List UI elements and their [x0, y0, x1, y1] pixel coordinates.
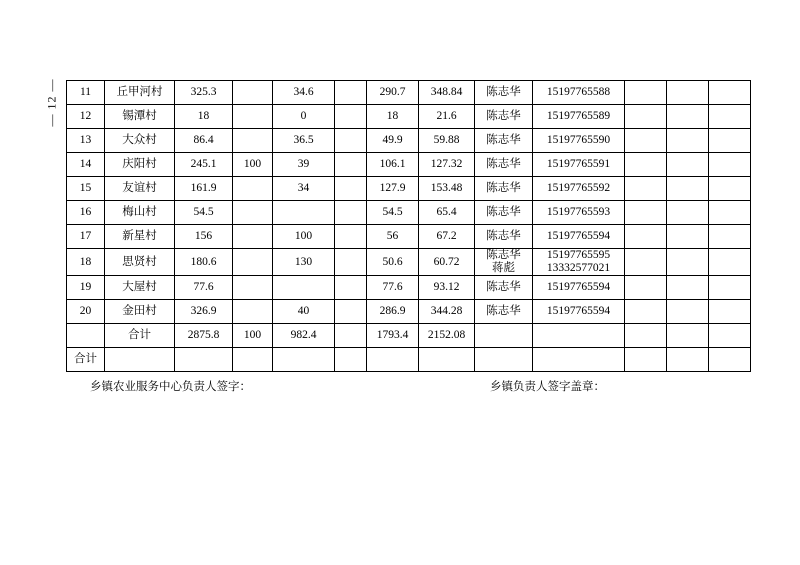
- table-cell-idx: 19: [67, 276, 105, 300]
- table-cell-c13: [709, 276, 751, 300]
- table-cell-c8: 60.72: [419, 249, 475, 276]
- table-cell-c13: [709, 153, 751, 177]
- table-cell-c11: [625, 300, 667, 324]
- table-cell-c13: [709, 81, 751, 105]
- table-cell-village: 大屋村: [105, 276, 175, 300]
- table-cell-c7: 286.9: [367, 300, 419, 324]
- table-cell-village: 庆阳村: [105, 153, 175, 177]
- table-cell-c3: 180.6: [175, 249, 233, 276]
- table-row: [67, 324, 751, 348]
- table-cell-c6: [335, 177, 367, 201]
- table-cell-c6: [335, 81, 367, 105]
- table-cell-idx: 11: [67, 81, 105, 105]
- table-cell-c9: 陈志华: [475, 225, 533, 249]
- table-row: [67, 177, 751, 201]
- village-subsidy-table: [66, 80, 751, 372]
- table-cell-c5: 0: [273, 105, 335, 129]
- table-row: [67, 249, 751, 276]
- table-row: [67, 81, 751, 105]
- table-cell-c5: 130: [273, 249, 335, 276]
- table-cell-c4: [233, 177, 273, 201]
- table-cell-c12: [667, 300, 709, 324]
- table-cell-c12: [667, 249, 709, 276]
- table-cell-c7: 77.6: [367, 276, 419, 300]
- table-cell-village: 丘甲河村: [105, 81, 175, 105]
- table-row: [67, 300, 751, 324]
- table-cell-c3: 18: [175, 105, 233, 129]
- table-cell-c6: [335, 276, 367, 300]
- table-cell-c8: 348.84: [419, 81, 475, 105]
- table-cell-idx: 17: [67, 225, 105, 249]
- table-cell-village: 友谊村: [105, 177, 175, 201]
- table-cell-c7: [367, 348, 419, 372]
- table-cell-c3: 156: [175, 225, 233, 249]
- table-cell-c3: 54.5: [175, 201, 233, 225]
- table-cell-c9: 陈志华: [475, 276, 533, 300]
- table-cell-c3: 2875.8: [175, 324, 233, 348]
- table-row: [67, 105, 751, 129]
- table-cell-c11: [625, 129, 667, 153]
- table-cell-c4: [233, 300, 273, 324]
- table-cell-idx: 14: [67, 153, 105, 177]
- table-cell-village: 新星村: [105, 225, 175, 249]
- table-cell-c13: [709, 129, 751, 153]
- table-cell-c12: [667, 153, 709, 177]
- table-cell-c5: 39: [273, 153, 335, 177]
- table-cell-c6: [335, 201, 367, 225]
- table-cell-c11: [625, 249, 667, 276]
- table-cell-c9: 陈志华: [475, 300, 533, 324]
- table-cell-idx: 15: [67, 177, 105, 201]
- table-cell-village: 金田村: [105, 300, 175, 324]
- table-cell-c3: 326.9: [175, 300, 233, 324]
- table-cell-c7: 56: [367, 225, 419, 249]
- table-cell-c4: [233, 105, 273, 129]
- table-cell-c13: [709, 225, 751, 249]
- table-cell-c13: [709, 348, 751, 372]
- table-cell-c11: [625, 81, 667, 105]
- table-cell-c6: [335, 225, 367, 249]
- table-cell-c12: [667, 348, 709, 372]
- table-cell-village: 大众村: [105, 129, 175, 153]
- table-cell-c13: [709, 177, 751, 201]
- table-cell-c11: [625, 177, 667, 201]
- table-cell-c11: [625, 276, 667, 300]
- table-cell-c10: 15197765594: [533, 276, 625, 300]
- table-cell-c10: [533, 324, 625, 348]
- table-cell-c9: [475, 324, 533, 348]
- table-cell-c5: [273, 201, 335, 225]
- table-cell-c10: 15197765595 13332577021: [533, 249, 625, 276]
- table-cell-c7: 54.5: [367, 201, 419, 225]
- table-cell-village: 锡潭村: [105, 105, 175, 129]
- table-cell-c8: 153.48: [419, 177, 475, 201]
- table-cell-c5: 982.4: [273, 324, 335, 348]
- table-cell-c6: [335, 324, 367, 348]
- table-cell-c10: [533, 348, 625, 372]
- table-cell-c6: [335, 348, 367, 372]
- table-row: [67, 348, 751, 372]
- table-cell-c12: [667, 81, 709, 105]
- table-cell-c8: 65.4: [419, 201, 475, 225]
- table-cell-c10: 15197765588: [533, 81, 625, 105]
- table-cell-c4: [233, 129, 273, 153]
- table-cell-c6: [335, 249, 367, 276]
- table-row: [67, 153, 751, 177]
- signature-agri-center: 乡镇农业服务中心负责人签字：: [90, 381, 251, 393]
- table-cell-c11: [625, 324, 667, 348]
- table-cell-c6: [335, 105, 367, 129]
- table-row: [67, 225, 751, 249]
- table-cell-c6: [335, 153, 367, 177]
- table-cell-c8: 2152.08: [419, 324, 475, 348]
- table-cell-c11: [625, 348, 667, 372]
- table-cell-c5: 34: [273, 177, 335, 201]
- table-cell-c12: [667, 129, 709, 153]
- table-cell-idx: 12: [67, 105, 105, 129]
- table-cell-c13: [709, 201, 751, 225]
- table-cell-c7: 18: [367, 105, 419, 129]
- table-cell-c4: [233, 276, 273, 300]
- table-cell-c9: 陈志华: [475, 129, 533, 153]
- table-cell-c8: [419, 348, 475, 372]
- table-cell-c10: 15197765594: [533, 225, 625, 249]
- table-cell-c9: 陈志华: [475, 153, 533, 177]
- table-cell-c7: 127.9: [367, 177, 419, 201]
- table-cell-c7: 49.9: [367, 129, 419, 153]
- table-cell-idx: 合计: [67, 348, 105, 372]
- table-cell-c9: 陈志华: [475, 201, 533, 225]
- table-cell-c5: [273, 348, 335, 372]
- table-cell-c11: [625, 105, 667, 129]
- table-cell-idx: 13: [67, 129, 105, 153]
- table-cell-c7: 50.6: [367, 249, 419, 276]
- table-cell-c3: 77.6: [175, 276, 233, 300]
- table-cell-c5: 36.5: [273, 129, 335, 153]
- table-cell-village: 思贤村: [105, 249, 175, 276]
- table-cell-c13: [709, 105, 751, 129]
- table-cell-c3: 161.9: [175, 177, 233, 201]
- table-row: [67, 129, 751, 153]
- table-cell-c12: [667, 105, 709, 129]
- table-cell-c4: [233, 249, 273, 276]
- table-cell-c10: 15197765593: [533, 201, 625, 225]
- table-cell-c10: 15197765591: [533, 153, 625, 177]
- table-cell-c3: 86.4: [175, 129, 233, 153]
- table-cell-c12: [667, 276, 709, 300]
- table-cell-idx: 16: [67, 201, 105, 225]
- table-cell-c3: 245.1: [175, 153, 233, 177]
- table-cell-c7: 290.7: [367, 81, 419, 105]
- table-cell-idx: 20: [67, 300, 105, 324]
- table-cell-c9: 陈志华: [475, 177, 533, 201]
- table-cell-c12: [667, 324, 709, 348]
- table-cell-c7: 106.1: [367, 153, 419, 177]
- table-cell-c10: 15197765594: [533, 300, 625, 324]
- table-cell-c9: 陈志华 蒋彪: [475, 249, 533, 276]
- table-cell-c8: 67.2: [419, 225, 475, 249]
- table-cell-c8: 21.6: [419, 105, 475, 129]
- table-cell-c4: [233, 348, 273, 372]
- table-cell-c13: [709, 324, 751, 348]
- signature-township-head: 乡镇负责人签字盖章：: [490, 381, 605, 393]
- table-cell-c7: 1793.4: [367, 324, 419, 348]
- table-cell-c8: 59.88: [419, 129, 475, 153]
- table-cell-c4: 100: [233, 153, 273, 177]
- table-cell-c10: 15197765592: [533, 177, 625, 201]
- page-number-marker: — 12 —: [44, 78, 59, 127]
- table-cell-c8: 127.32: [419, 153, 475, 177]
- table-cell-c5: 40: [273, 300, 335, 324]
- table-cell-c11: [625, 153, 667, 177]
- table-cell-c5: 34.6: [273, 81, 335, 105]
- table-row: [67, 201, 751, 225]
- table-cell-c4: [233, 201, 273, 225]
- table-cell-idx: 18: [67, 249, 105, 276]
- table-cell-c3: 325.3: [175, 81, 233, 105]
- table-cell-village: 合计: [105, 324, 175, 348]
- table-cell-c4: 100: [233, 324, 273, 348]
- table-cell-c5: [273, 276, 335, 300]
- table-cell-c12: [667, 177, 709, 201]
- table-row: [67, 276, 751, 300]
- table-cell-idx: [67, 324, 105, 348]
- table-cell-c13: [709, 300, 751, 324]
- table-cell-c12: [667, 225, 709, 249]
- table-cell-c10: 15197765590: [533, 129, 625, 153]
- table-cell-c12: [667, 201, 709, 225]
- table-cell-c10: 15197765589: [533, 105, 625, 129]
- table-cell-c13: [709, 249, 751, 276]
- table-cell-c9: 陈志华: [475, 81, 533, 105]
- table-cell-c11: [625, 201, 667, 225]
- table-body: [67, 81, 751, 372]
- table-cell-c6: [335, 300, 367, 324]
- table-cell-village: [105, 348, 175, 372]
- table-cell-c9: [475, 348, 533, 372]
- table-cell-c4: [233, 225, 273, 249]
- table-cell-c8: 93.12: [419, 276, 475, 300]
- table-cell-c3: [175, 348, 233, 372]
- table-cell-c5: 100: [273, 225, 335, 249]
- table-cell-village: 梅山村: [105, 201, 175, 225]
- table-cell-c11: [625, 225, 667, 249]
- table-cell-c6: [335, 129, 367, 153]
- table-cell-c9: 陈志华: [475, 105, 533, 129]
- table-cell-c8: 344.28: [419, 300, 475, 324]
- table-cell-c4: [233, 81, 273, 105]
